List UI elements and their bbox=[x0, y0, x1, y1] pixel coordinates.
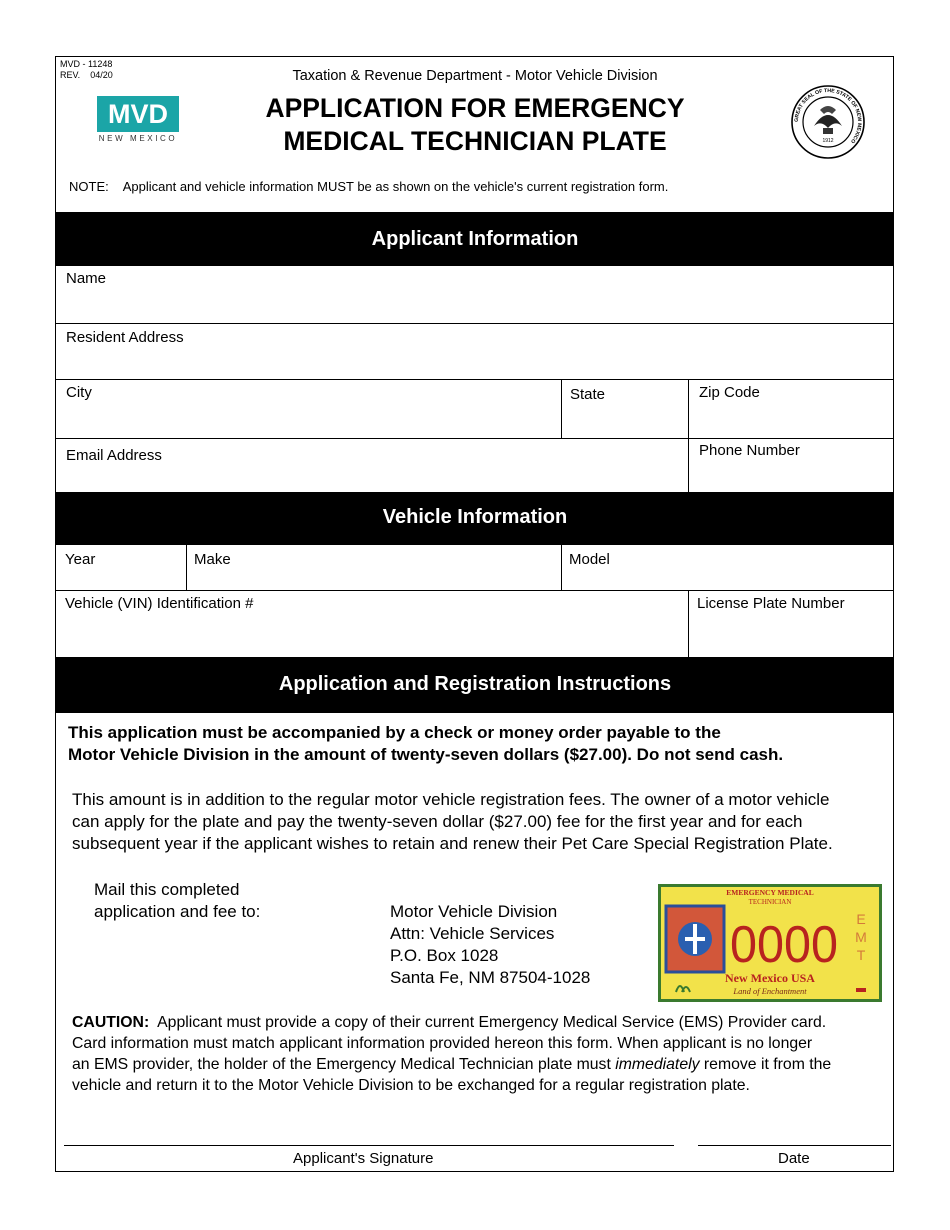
name-field-label: Name bbox=[66, 270, 107, 287]
make-field[interactable] bbox=[187, 545, 561, 590]
svg-text:1912: 1912 bbox=[822, 138, 834, 144]
name-field[interactable] bbox=[56, 266, 894, 323]
license-plate-field[interactable] bbox=[689, 591, 894, 657]
svg-text:GREAT SEAL OF THE STATE OF NEW: GREAT SEAL OF THE STATE OF NEW MEXICO bbox=[793, 87, 863, 145]
email-field-label: Email Address bbox=[66, 447, 162, 464]
plate-side-text: E bbox=[856, 911, 866, 927]
svg-text:M: M bbox=[855, 929, 867, 945]
make-field-label: Make bbox=[194, 551, 231, 568]
address-field-label: Resident Address bbox=[66, 329, 184, 346]
caution-notice: CAUTION: Applicant must provide a copy of their current Emergency Medical Service (EMS) Provider card. Card information must match applicant information provided hereon this form. When applicant is no longer an EMS provider, the holder of the Emergency Medical Technician plate must immediately remove it from the vehicle and return it to the Motor Vehicle Division to be exchanged for a regular registration plate. bbox=[72, 1014, 832, 1094]
year-field[interactable] bbox=[56, 545, 186, 590]
note-label: NOTE: bbox=[69, 179, 109, 194]
svg-text:0000: 0000 bbox=[730, 916, 838, 974]
svg-text:EMERGENCY MEDICAL: EMERGENCY MEDICAL bbox=[726, 888, 814, 897]
note bbox=[69, 179, 668, 194]
phone-field[interactable] bbox=[689, 439, 894, 492]
date-label: Date bbox=[778, 1150, 810, 1167]
payment-requirement: This application must be accompanied by a check or money order payable to the Motor Vehicle Division in the amount of twenty-seven dollars ($27.00). Do not send cash. bbox=[68, 723, 784, 764]
svg-text:Land of Enchantment: Land of Enchantment bbox=[733, 986, 807, 996]
state-seal-icon bbox=[790, 84, 866, 160]
license-plate-field-label: License Plate Number bbox=[697, 595, 845, 612]
signature-label: Applicant's Signature bbox=[293, 1150, 434, 1167]
signature-line[interactable] bbox=[64, 1145, 674, 1146]
instructions-section-header: Application and Registration Instructions bbox=[56, 657, 894, 713]
emt-plate-image bbox=[658, 884, 882, 1002]
vehicle-section-header: Vehicle Information bbox=[56, 492, 894, 545]
phone-field-label: Phone Number bbox=[699, 442, 800, 459]
fee-explanation: This amount is in addition to the regular motor vehicle registration fees. The owner of a motor vehicle can apply for the plate and pay the twenty-seven dollar ($27.00) fee for the first year and for each subsequent year if the applicant wishes to retain and renew their Pet Care Special Registration Plate. bbox=[72, 790, 833, 853]
email-field[interactable] bbox=[56, 439, 688, 492]
svg-text:T: T bbox=[856, 947, 866, 963]
revision: REV. 04/20 bbox=[60, 70, 113, 80]
applicant-section-header: Applicant Information bbox=[56, 212, 894, 266]
zip-field[interactable] bbox=[689, 380, 894, 438]
city-field[interactable] bbox=[56, 380, 561, 438]
mailing-address: Motor Vehicle Division Attn: Vehicle Services P.O. Box 1028 Santa Fe, NM 87504-1028 bbox=[390, 902, 591, 987]
model-field[interactable] bbox=[562, 545, 894, 590]
state-field[interactable] bbox=[562, 380, 688, 438]
mvd-logo-subtext: NEW MEXICO bbox=[98, 134, 178, 143]
svg-text:New Mexico USA: New Mexico USA bbox=[725, 971, 815, 985]
date-line[interactable] bbox=[698, 1145, 891, 1146]
model-field-label: Model bbox=[569, 551, 610, 568]
state-field-label: State bbox=[570, 386, 606, 403]
form-number: MVD - 11248 bbox=[60, 59, 113, 69]
svg-text:TECHNICIAN: TECHNICIAN bbox=[748, 898, 792, 906]
vin-field[interactable] bbox=[56, 591, 688, 657]
address-field[interactable] bbox=[56, 324, 894, 379]
note-text: Applicant and vehicle information MUST be as shown on the vehicle's current registration form. bbox=[122, 179, 669, 194]
city-field-label: City bbox=[66, 384, 92, 401]
page-title: APPLICATION FOR EMERGENCY MEDICAL TECHNICIAN PLATE bbox=[265, 93, 685, 156]
mvd-logo-text: MVD bbox=[97, 96, 179, 132]
zip-field-label: Zip Code bbox=[699, 384, 760, 401]
department: Taxation & Revenue Department - Motor Vehicle Division bbox=[292, 68, 658, 84]
vin-field-label: Vehicle (VIN) Identification # bbox=[65, 595, 254, 612]
year-field-label: Year bbox=[65, 551, 96, 568]
caution-label: CAUTION: bbox=[72, 1014, 150, 1031]
mail-instruction: Mail this completed application and fee to: bbox=[94, 880, 261, 921]
